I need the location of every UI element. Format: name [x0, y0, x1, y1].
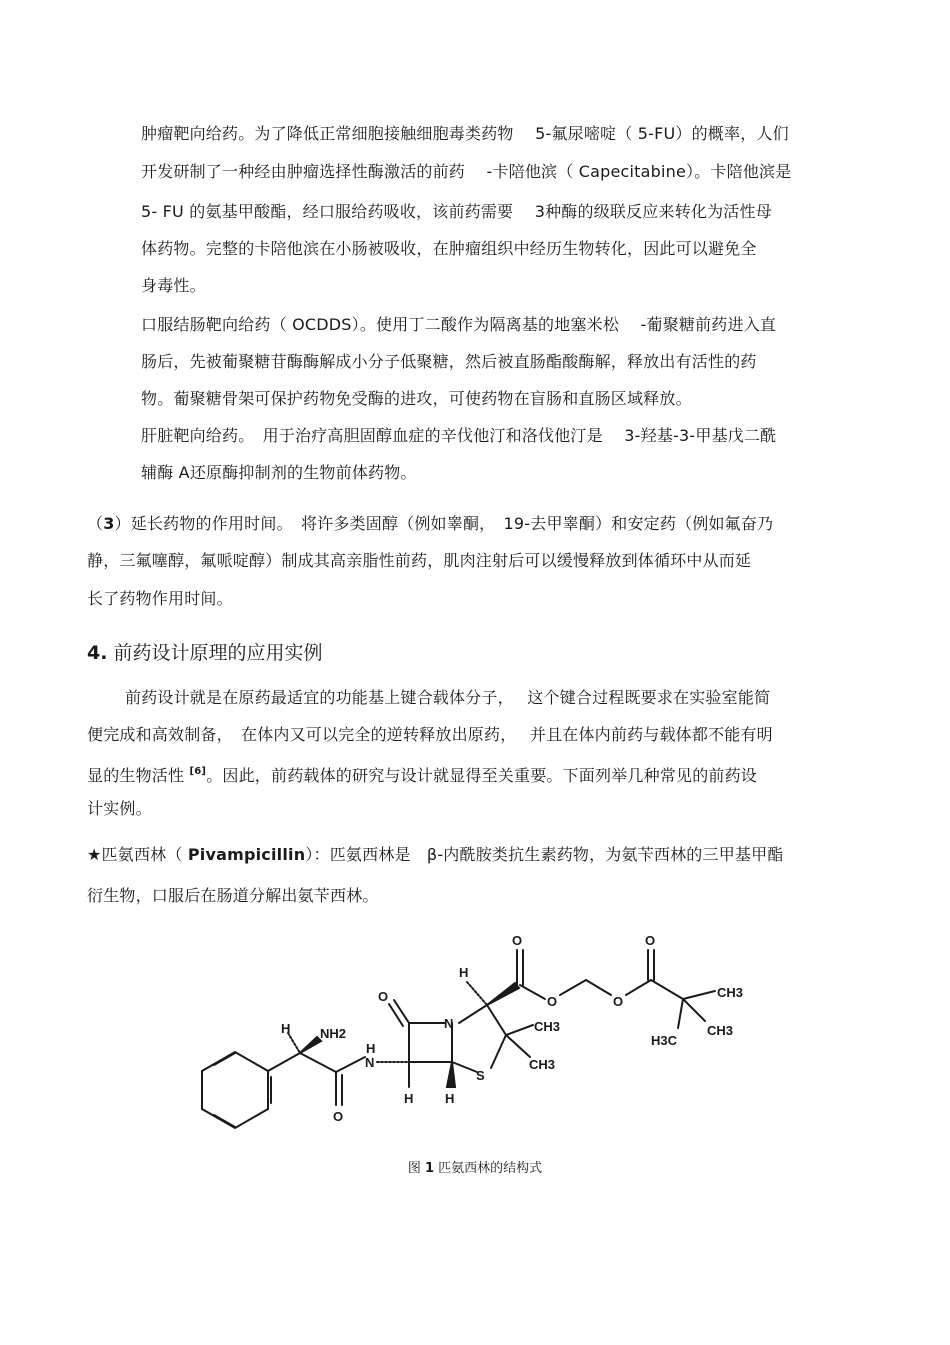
text-line: 长了药物作用时间。	[87, 589, 233, 608]
text-line: 身毒性。	[141, 276, 206, 295]
atom-label: H	[404, 1091, 414, 1106]
text-line	[87, 514, 773, 534]
atom-label: O	[613, 994, 624, 1009]
atom-label: H	[459, 965, 469, 980]
text-span: ）：匹氨西林是 β-内酰胺类抗生素药物，为氨苄西林的三甲基甲酯	[305, 845, 784, 864]
atom-label: H	[281, 1021, 291, 1036]
atom-label: N	[365, 1055, 375, 1070]
atom-label: CH3	[717, 985, 744, 1000]
caption-prefix: 图	[407, 1161, 421, 1176]
atom-label: CH3	[707, 1023, 734, 1038]
text-line: 开发研制了一种经由肿瘤选择性酶激活的前药 -卡陪他滨（ Capecitabine）。卡陪他滨是	[141, 162, 792, 181]
text-line: 计实例。	[87, 799, 152, 818]
text-line	[87, 762, 757, 786]
text-line: 5- FU 的氨基甲酸酯，经口服给药吸收，该前药需要 3种酶的级联反应来转化为活性母	[141, 202, 772, 221]
caption-number: 1	[424, 1161, 435, 1176]
section-title: 前药设计原理的应用实例	[113, 642, 323, 664]
section-number: 4.	[87, 642, 108, 664]
atom-label: O	[333, 1109, 344, 1124]
structure-figure	[190, 925, 770, 1135]
text-line: 肠后，先被葡聚糖苷酶酶解成小分子低聚糖，然后被直肠酯酸酶解，释放出有活性的药	[141, 352, 757, 371]
figure-caption	[0, 1160, 950, 1178]
caption-text: 匹氨西林的结构式	[438, 1161, 543, 1176]
atom-label: S	[476, 1068, 485, 1083]
text-span: ★匹氨西林（	[87, 845, 188, 864]
text-line: 便完成和高效制备， 在体内又可以完全的逆转释放出原药， 并且在体内前药与载体都不能有明	[87, 725, 773, 744]
atom-label: O	[547, 994, 558, 1009]
pivampicillin-structure	[190, 925, 770, 1135]
item-number: 3	[103, 514, 115, 533]
atom-label: O	[378, 989, 389, 1004]
atom-label: O	[645, 933, 656, 948]
atom-label: H3C	[651, 1033, 678, 1048]
text-line: 肿瘤靶向给药。为了降低正常细胞接触细胞毒类药物 5-氟尿嘧啶（ 5-FU）的概率，人们	[141, 124, 789, 143]
text-span: ）延长药物的作用时间。 将许多类固醇（例如睾酮， 19-去甲睾酮）和安定药（例如氟奋乃	[114, 514, 774, 533]
text-span: 显的生物活性	[87, 766, 190, 785]
text-line: 前药设计就是在原药最适宜的功能基上键合载体分子， 这个键合过程既要求在实验室能简	[125, 688, 771, 707]
atom-label: O	[512, 933, 523, 948]
atom-label: NH2	[320, 1026, 347, 1041]
text-line	[87, 845, 784, 865]
text-line: 肝脏靶向给药。 用于治疗高胆固醇血症的辛伐他汀和洛伐他汀是 3-羟基-3-甲基戊二酰	[141, 426, 777, 445]
atom-label: CH3	[529, 1057, 556, 1072]
atom-label: H	[366, 1041, 376, 1056]
text-line: 体药物。完整的卡陪他滨在小肠被吸收，在肿瘤组织中经历生物转化，因此可以避免全	[141, 239, 757, 258]
atom-label: CH3	[534, 1019, 561, 1034]
paren-open: （	[87, 514, 104, 533]
text-line: 辅酶 A还原酶抑制剂的生物前体药物。	[141, 463, 417, 482]
atom-label: H	[445, 1091, 455, 1106]
text-span: 。因此，前药载体的研究与设计就显得至关重要。下面列举几种常见的前药设	[206, 766, 758, 785]
text-line: 口服结肠靶向给药（ OCDDS）。使用丁二酸作为隔离基的地塞米松 -葡聚糖前药进入直	[141, 315, 777, 334]
atom-label: N	[444, 1016, 454, 1031]
text-line: 物。葡聚糖骨架可保护药物免受酶的进攻，可使药物在盲肠和直肠区域释放。	[141, 389, 692, 408]
section-heading	[87, 641, 323, 665]
text-line: 静，三氟噻醇，氟哌啶醇）制成其高亲脂性前药，肌肉注射后可以缓慢释放到体循环中从而延	[87, 551, 752, 570]
text-line: 衍生物，口服后在肠道分解出氨苄西林。	[87, 886, 379, 905]
citation-ref: [6]	[189, 766, 207, 777]
drug-name: Pivampicillin	[187, 845, 306, 864]
